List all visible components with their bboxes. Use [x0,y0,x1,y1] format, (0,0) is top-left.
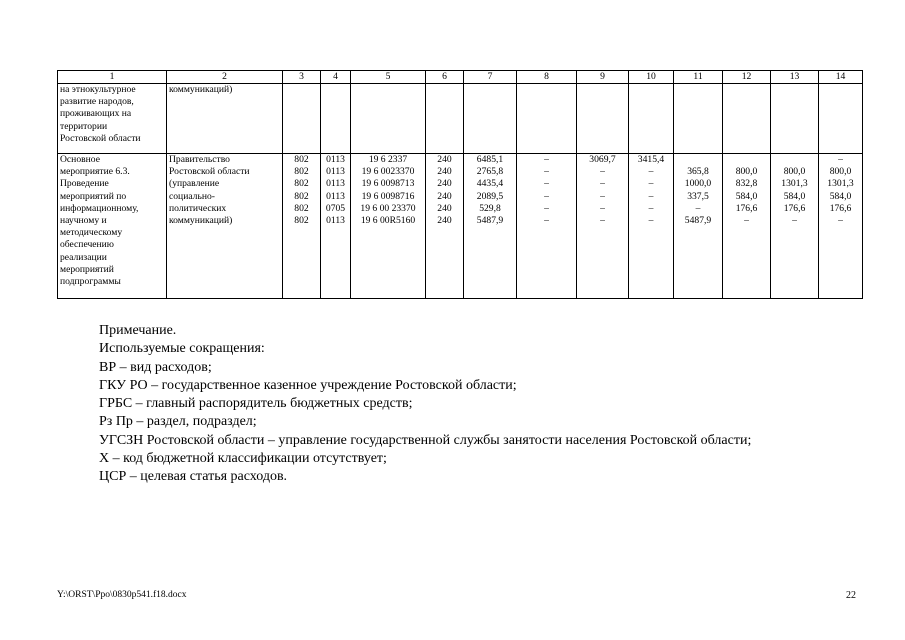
abbreviation-item: Рз Пр – раздел, подраздел; [99,414,257,430]
section-code-cell: 0113 0113 0113 0113 0705 0113 [321,154,351,299]
year-amount-cell-14: – 800,0 1301,3 584,0 176,6 – [819,154,863,299]
abbreviation-item: ВР – вид расходов; [99,359,212,375]
column-number-5: 5 [351,71,426,84]
column-number-2: 2 [167,71,283,84]
grbs-code-cell: 802 802 802 802 802 802 [283,154,321,299]
expense-type-code-cell: 240 240 240 240 240 240 [426,154,464,299]
total-amount-cell: 6485,1 2765,8 4435,4 2089,5 529,8 5487,9 [464,154,517,299]
budget-table [57,70,863,299]
column-number-4: 4 [321,71,351,84]
continuation-program-name: на этнокультурное развитие народов, проживающих на территории Ростовской области [58,84,167,154]
column-number-12: 12 [723,71,771,84]
abbreviation-item: ГРБС – главный распорядитель бюджетных средств; [99,396,413,412]
year-amount-cell-9: 3069,7 – – – – – [577,154,629,299]
target-article-code-cell: 19 6 2337 19 6 0023370 19 6 0098713 19 6 0098716 19 6 00 23370 19 6 00R5160 [351,154,426,299]
footer-page-number: 22 [846,590,856,601]
year-amount-cell-8: – – – – – – [517,154,577,299]
abbreviation-item: ЦСР – целевая статья расходов. [99,469,288,485]
column-number-11: 11 [674,71,723,84]
footer-file-path: Y:\ORST\Ppo\0830p541.f18.docx [57,590,187,600]
abbreviations-heading: Используемые сокращения: [99,341,265,357]
column-number-6: 6 [426,71,464,84]
continuation-executor: коммуникаций) [167,84,283,154]
column-number-10: 10 [629,71,674,84]
abbreviation-item: Х – код бюджетной классификации отсутствует; [99,451,387,467]
responsible-executor: Правительство Ростовской области (управление социально- политических коммуникаций) [167,154,283,299]
column-number-8: 8 [517,71,577,84]
year-amount-cell-13: 800,0 1301,3 584,0 176,6 – [771,154,819,299]
column-number-9: 9 [577,71,629,84]
column-number-7: 7 [464,71,517,84]
notes-heading: Примечание. [99,323,177,338]
abbreviations-notes [99,322,751,487]
year-amount-cell-10: 3415,4 – – – – – [629,154,674,299]
table-row-continuation [58,84,863,154]
abbreviation-item: ГКУ РО – государственное казенное учреждение Ростовской области; [99,377,517,393]
abbreviation-item: УГСЗН Ростовской области – управление государственной службы занятости населения Ростовской области; [99,432,752,448]
activity-name: Основное мероприятие 6.3. Проведение мероприятий по информационному, научному и методическому обеспечению реализации мероприятий подпрограммы [58,154,167,299]
column-number-13: 13 [771,71,819,84]
column-number-row [58,71,863,84]
year-amount-cell-12: 800,0 832,8 584,0 176,6 – [723,154,771,299]
year-amount-cell-11: 365,8 1000,0 337,5 – 5487,9 [674,154,723,299]
column-number-3: 3 [283,71,321,84]
table-row-main [58,154,863,299]
column-number-1: 1 [58,71,167,84]
column-number-14: 14 [819,71,863,84]
